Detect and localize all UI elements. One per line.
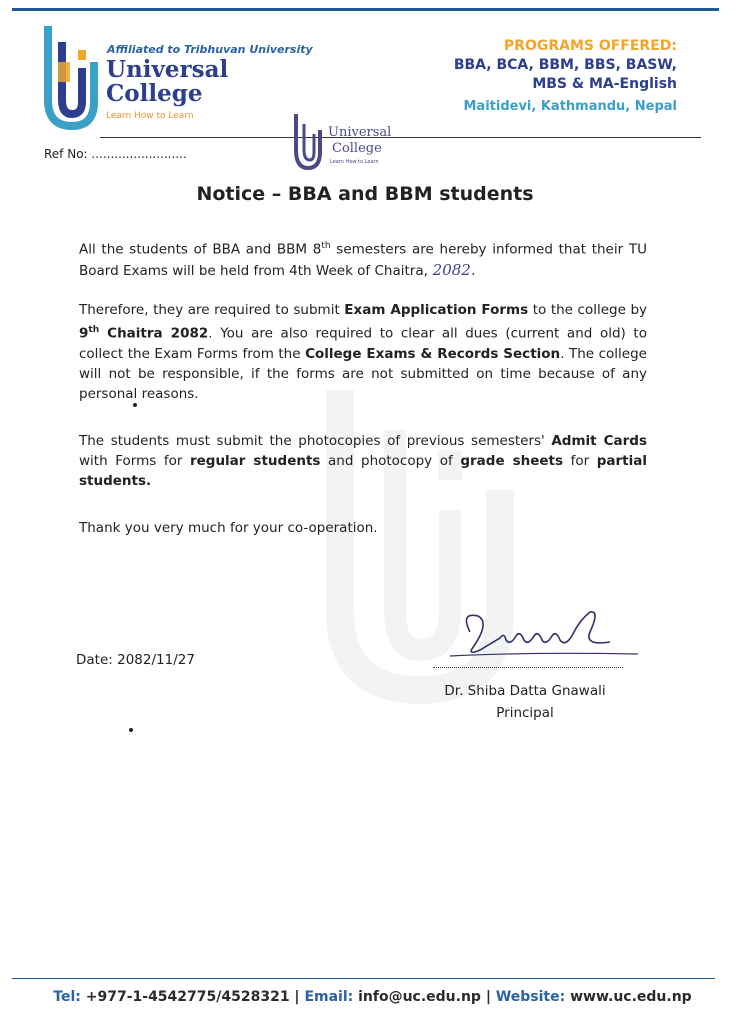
email-label: Email: — [304, 989, 354, 1005]
paragraph-3: The students must submit the photocopies of previous semesters' Admit Cards with Forms for regular students and photocopy of grade sheets for partial students. — [79, 433, 647, 489]
programs-line1: BBA, BCA, BBM, BBS, BASW, — [453, 57, 677, 73]
stamp-line3: Learn How to Learn — [330, 159, 379, 165]
paragraph-2: Therefore, they are required to submit Exam Application Forms to the college by 9th Chaitra 2082. You are also required to clear all dues (current and old) to collect the Exam Forms from the College Exams & Records Section. The college will not be responsible, if the forms are not submitted on time because of any personal reasons. — [79, 302, 647, 402]
handwritten-year: 2082. — [427, 260, 476, 279]
signature-icon — [440, 602, 640, 666]
signer-name: Dr. Shiba Datta Gnawali — [444, 683, 606, 699]
programs-block — [454, 37, 677, 116]
signer-title: Principal — [496, 705, 554, 721]
notice-date: Date: 2082/11/27 — [76, 652, 195, 668]
tel-value: +977-1-4542775/4528321 — [80, 989, 290, 1005]
college-stamp-icon — [292, 110, 404, 172]
signer-block — [440, 680, 610, 724]
paragraph-1: All the students of BBA and BBM 8th semesters are hereby informed that their TU Board Exams will be held from 4th Week of Chaitra, 2082. — [79, 241, 647, 279]
website-value: www.uc.edu.np — [565, 989, 692, 1005]
stamp-line1: Universal — [328, 125, 392, 140]
signature-line — [433, 667, 623, 668]
paragraph-4: Thank you very much for your co-operation. — [79, 520, 378, 536]
notice-title: Notice – BBA and BBM students — [196, 183, 534, 205]
email-value: info@uc.edu.np — [353, 989, 481, 1005]
college-name — [106, 58, 228, 106]
college-logo-icon — [40, 22, 98, 130]
ref-number: Ref No: ......................... — [44, 147, 187, 161]
college-name-line1: Universal — [106, 56, 229, 83]
footer-rule — [12, 978, 715, 979]
footer-contact: Tel: +977-1-4542775/4528321 | Email: info@uc.edu.np | Website: www.uc.edu.np — [53, 989, 692, 1005]
location: Maitidevi, Kathmandu, Nepal — [463, 99, 677, 114]
stamp-line2: College — [332, 141, 382, 156]
tel-label: Tel: — [53, 989, 81, 1005]
college-name-line2: College — [106, 80, 203, 107]
website-label: Website: — [495, 989, 566, 1005]
scan-speck — [129, 728, 133, 732]
scan-speck — [133, 403, 137, 407]
programs-heading: PROGRAMS OFFERED: — [503, 38, 677, 54]
tagline: Learn How to Learn — [106, 111, 194, 121]
top-rule — [12, 8, 719, 11]
affiliation-text: Affiliated to Tribhuvan University — [107, 43, 313, 56]
programs-line2: MBS & MA-English — [532, 76, 677, 92]
